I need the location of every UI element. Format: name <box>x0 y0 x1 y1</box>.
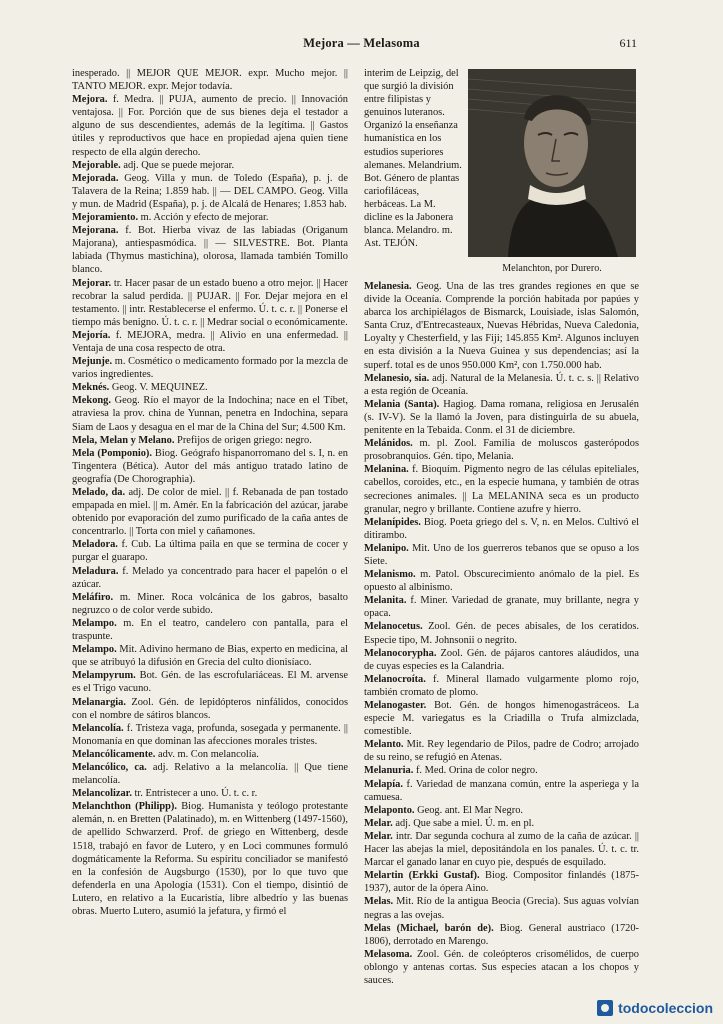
entry-text: f. Medra. || <box>107 94 169 106</box>
entry-headword: Melar. <box>364 817 393 829</box>
entry-text: Bot. Gén. de las escrofulariáceas. El M. arvense es el Trigo vacuno. <box>72 670 348 695</box>
entry-text: Mit. Rey legendario de Pilos, padre de Codro; arrojado de su reino, se refugió en Atenas. <box>364 739 639 764</box>
entry-headword: Mekong. <box>72 395 111 407</box>
dictionary-entry <box>364 895 639 921</box>
entry-text: Porción que de sus bienes deja el testador a alguno de sus descendientes, además de la legítima. || Gastos útiles y reproductivos que hace en propiedad ajena quien tiene respecto de ella algún derecho. <box>72 107 348 158</box>
entry-text: Prefijos de origen griego: negro. <box>174 434 312 446</box>
dictionary-entry <box>364 516 639 542</box>
dictionary-entry <box>364 594 639 620</box>
dictionary-entry <box>72 800 348 918</box>
entry-text: f. Bioquím. Pigmento negro de las células epiteliales, cabellos, coroides, etc., en la especie humana, y también de otras secreciones animales. || La MELANINA seca es un producto granular, negro y brillante. Contiene azufre y hierro. <box>364 464 639 515</box>
entry-text: intr. Dar segunda cochura al zumo de la caña de azúcar. || Hacer las abejas la miel, depositándola en los panales. Ú. t. c. tr. Marcar el ganado lanar en cuyo pie, después de esquilado. <box>364 830 639 869</box>
dictionary-entry <box>72 722 348 748</box>
dictionary-entry <box>364 817 639 830</box>
entry-headword: Meladura. <box>72 565 119 577</box>
entry-text: Zool. Gén. de pájaros cantores aláudidos, una de cuyas especies es la Calandria. <box>364 647 639 672</box>
entry-text: Geog. V. MEQUINEZ. <box>109 382 208 394</box>
entry-text: f. Miner. Variedad de granate, muy brillante, negra y opaca. <box>364 595 639 620</box>
entry-headword: Meknés. <box>72 382 110 394</box>
middle-column <box>364 67 462 250</box>
entry-headword: Melancolía. <box>72 722 124 734</box>
entry-text: adj. Relativo a la melancolía. || Que tiene melancolía. <box>72 761 348 787</box>
entry-text: . expr. Mejor todavía. <box>142 81 233 93</box>
entry-headword: Melanargia. <box>72 696 126 708</box>
dictionary-entry <box>364 463 639 515</box>
right-column <box>364 280 639 987</box>
dictionary-entry <box>364 398 639 437</box>
entry-text: . expr. Mucho mejor. || <box>239 68 348 79</box>
entry-text: f. Tristeza vaga, profunda, sosegada y permanente. || Monomanía en que dominan las afecciones morales tristes. <box>72 722 348 747</box>
entry-text: Biog. Compositor finlandés (1875-1937), autor de la ópera Aino. <box>364 870 639 895</box>
entry-text: m. pl. Zool. Familia de moluscos gasterópodos prosobranquios. Gén. tipo, Melania. <box>364 438 639 463</box>
entry-text: Biog. Poeta griego del s. V, n. en Melos. Cultivó el ditirambo. <box>364 516 639 541</box>
entry-headword: Melancólicamente. <box>72 748 156 760</box>
entry-headword: Mejoramiento. <box>72 212 139 224</box>
entry-text: inesperado. || <box>72 68 137 79</box>
entry-text: adj. De color de miel. || f. Rebanada de pan tostado empapada en miel. || m. Amér. En la fabricación del azúcar, jarabe obtenido por evaporación del zumo purificado de la caña antes de concentrarlo. || Torta con miel y cañamones. <box>72 487 348 538</box>
watermark <box>597 1000 713 1016</box>
entry-text: Zool. Gén. de lepidópteros ninfálidos, conocidos con el nombre de sátiros blancos. <box>72 696 348 721</box>
dictionary-entry <box>72 93 348 158</box>
entry-text: m. En el teatro, candelero con pantalla, para el traspunte. <box>72 617 348 643</box>
dictionary-entry <box>364 568 639 594</box>
entry-headword: Mejorable. <box>72 159 121 171</box>
entry-headword: Melas. <box>364 896 394 908</box>
dictionary-entry <box>72 172 348 211</box>
dictionary-entry <box>364 948 639 987</box>
dictionary-entry <box>364 372 639 398</box>
entry-headword: Melanocroíta. <box>364 673 426 685</box>
portrait-image <box>468 69 636 257</box>
dictionary-entry <box>72 669 348 695</box>
dictionary-entry <box>72 565 348 591</box>
entry-text: MEJOR QUE MEJOR <box>136 68 240 79</box>
dictionary-entry <box>72 538 348 564</box>
entry-text: adj. Que se puede mejorar. <box>120 159 235 171</box>
running-title: Mejora — Melasoma <box>303 36 420 50</box>
entry-headword: Melanípides. <box>364 516 421 528</box>
dictionary-entry <box>72 434 348 447</box>
dictionary-entry <box>72 591 348 617</box>
entry-headword: Melasoma. <box>364 948 413 960</box>
entry-headword: Melanchthon (Philipp). <box>72 801 177 813</box>
entry-text: m. Patol. Obscurecimiento anómalo de la piel. Es opuesto al albinismo. <box>364 569 639 594</box>
entry-headword: Melapía. <box>364 778 403 790</box>
entry-text: m. Acción y efecto de mejorar. <box>138 212 269 224</box>
entry-headword: Melanocetus. <box>364 621 423 633</box>
entry-headword: Melanita. <box>364 595 407 607</box>
watermark-logo-icon <box>597 1000 613 1016</box>
dictionary-entry <box>72 696 348 722</box>
entry-headword: Mejorada. <box>72 172 119 184</box>
entry-text: m. Miner. Roca volcánica de los gabros, basalto negruzco o de color verde subido. <box>72 591 348 616</box>
entry-headword: Melanogaster. <box>364 700 427 711</box>
entry-headword: Melánidos. <box>364 438 413 450</box>
entry-text: Geog. Una de las tres grandes regiones en que se divide la Oceanía. Comprende la porción habitada por papúes y abarca los archipiélagos de Bismarck, Louisiade, islas Salomón, Santa Cruz, d'Entrecasteaux, Nuevas Hébridas, Nueva Caledonia, Loyalty y Chesterfield, y las Fiji; 145.855 Km². Algunos incluyen en esta división a la Nueva Guinea y sus dependencias; así la superf. total es de unos 950.000 Km², con 1.750.000 hab. <box>364 281 639 371</box>
dictionary-entry <box>364 542 639 568</box>
entry-text: Geog. Río el mayor de la Indochina; nace en el Tíbet, atraviesa la prov. china de Yunnan, penetra en Indochina, separa Siam de Laos y desagua en el mar de la China del Sur; 4.500 Km. <box>72 395 348 433</box>
entry-text: Bot. Gén. de hongos himenogastráceos. La especie M. variegatus es la Criadilla o Trufa almizclada, comestible. <box>364 700 639 738</box>
entry-text: f. Med. Orina de color negro. <box>413 765 538 777</box>
entry-headword: Mela (Pomponio). <box>72 447 152 459</box>
left-column <box>72 67 348 918</box>
dictionary-entry <box>364 738 639 764</box>
entry-headword: Mejunje. <box>72 356 113 368</box>
entry-text: PUJA <box>168 94 194 106</box>
dictionary-entry <box>364 699 639 738</box>
entry-headword: Melas (Michael, barón de). <box>364 922 494 934</box>
entry-text: Biog. Humanista y teólogo protestante alemán, n. en Bretten (Palatinado), m. en Wittenberg (1497-1560), de apellido Schwarzerd. Prof. de griego en Wittenberg, desde 1518, trabajó en favor de Lutero, y en Loci communes formuló dogmáticamente la Reforma. Su espíritu conciliador se manifestó en la confesión de Augsburgo (1530), por lo que tuvo que defenderla en una Apología (1531). Con el tiempo, disintió de Lutero, en relativo a la Eucaristía, libre albedrío y las buenas obras. Muerto Lutero, asumió la jefatura, y firmó el <box>72 801 349 917</box>
entry-headword: Melado, da. <box>72 487 126 498</box>
dictionary-entry <box>364 437 639 463</box>
entry-text: Geog. ant. El Mar Negro. <box>414 804 524 816</box>
entry-text: Biog. Geógrafo hispanorromano del s. I, n. en Tingentera (Bética). Autor del más antiguo tratado latino de geografía (De Chorographia). <box>72 447 348 485</box>
entry-text: f. Melado ya concentrado para hacer el papelón o el azúcar. <box>72 565 348 590</box>
entry-text: f. Cub. La última paila en que se termina de cocer y purgar el guarapo. <box>72 539 348 564</box>
dictionary-entry <box>364 764 639 777</box>
entry-text: TANTO MEJOR <box>72 81 143 93</box>
dictionary-entry <box>364 869 639 895</box>
entry-text: Geog. Villa y mun. de Toledo (España), p. j. de Talavera de la Reina; 1.859 hab. || — DEL CAMPO. Geog. Villa y mun. de Madrid (España), p. j. de Alcalá de Henares; 1.853 hab. <box>72 172 348 210</box>
dictionary-entry <box>72 159 348 172</box>
entry-headword: Mejora. <box>72 94 108 106</box>
entry-text: tr. Hacer pasar de un estado bueno a otro mejor. || Hacer recobrar la salud perdida. || PUJAR. || For. Dejar mejora en el testamento. || intr. Restablecerse el enfermo. Ú. t. c. r. || Ponerse el tiempo más benigno. Ú. t. c. r. || Medrar social o económicamente. <box>72 277 348 328</box>
entry-text: adj. Que sabe a miel. Ú. m. en pl. <box>392 817 535 829</box>
dictionary-entry <box>72 381 348 394</box>
entry-headword: Melar. <box>364 830 393 842</box>
dictionary-entry <box>72 447 348 486</box>
entry-headword: Melartin (Erkki Gustaf). <box>364 870 480 882</box>
dictionary-entry <box>72 355 348 381</box>
entry-headword: Melanismo. <box>364 569 416 581</box>
dictionary-entry <box>72 787 348 800</box>
dictionary-entry <box>72 643 348 669</box>
entry-headword: Melanto. <box>364 739 404 751</box>
entry-text: Mit. Adivino hermano de Bias, experto en medicina, al que se atribuyó la difusión en Grecia del culto dionisíaco. <box>72 644 348 669</box>
dictionary-entry <box>364 922 639 948</box>
dictionary-entry <box>72 329 348 355</box>
entry-headword: Melanina. <box>364 464 409 476</box>
entry-headword: Melancólico, ca. <box>72 761 147 773</box>
watermark-text: todocoleccion <box>618 1000 713 1016</box>
dictionary-entry <box>364 620 639 646</box>
entry-headword: Melanipo. <box>364 542 409 554</box>
entry-headword: Mejorana. <box>72 225 119 237</box>
entry-text: tr. Entristecer a uno. Ú. t. c. r. <box>131 788 258 800</box>
dictionary-entry <box>364 647 639 673</box>
entry-text: Mit. Uno de los guerreros tebanos que se opuso a los Siete. <box>364 542 639 567</box>
entry-text: , aumento de precio. || Innovación ventajosa. || <box>72 94 348 119</box>
entry-headword: Melanesia. <box>364 281 412 292</box>
entry-headword: Melampo. <box>72 617 117 629</box>
dictionary-entry <box>364 280 639 372</box>
entry-text: Hagiog. Dama romana, religiosa en Jerusalén (s. IV-V). Se la llamó la Joven, para distinguirla de su abuela, penitente en la Tebaida. Conm. el 31 de diciembre. <box>364 398 639 437</box>
entry-text: m. Cosmético o medicamento formado por la mezcla de varios ingredientes. <box>72 356 348 381</box>
entry-headword: Melancolizar. <box>72 788 132 800</box>
dictionary-entry <box>72 211 348 224</box>
entry-text: Biog. General austriaco (1720-1806), derrotado en Marengo. <box>364 922 639 947</box>
entry-text: f. Variedad de manzana común, entre la asperiega y la camuesa. <box>364 778 639 803</box>
portrait-engraving <box>468 69 636 257</box>
dictionary-entry <box>364 778 639 804</box>
dictionary-entry <box>72 486 348 538</box>
entry-text: f. MEJORA, medra. || Alivio en una enfermedad. || Ventaja de una cosa respecto de otra. <box>72 329 348 354</box>
entry-text: For. <box>127 107 145 119</box>
page-number: 611 <box>619 36 637 50</box>
entry-headword: Mejoría. <box>72 329 111 341</box>
dictionary-entry <box>72 617 348 643</box>
entry-text: Zool. Gén. de peces abisales, de los ceratidos. Especie tipo, M. Johnsonii o negrito. <box>364 621 639 646</box>
dictionary-entry <box>72 394 348 433</box>
entry-headword: Melanocorypha. <box>364 647 437 659</box>
entry-text: f. Bot. Hierba vivaz de las labiadas (Origanum Majorana), antiespasmódica. || — SILVESTRE. Bot. Planta labiada (Thymus mastichina), olorosa, llamada también Tomillo blanco. <box>72 225 348 276</box>
dictionary-entry <box>364 673 639 699</box>
middle-column-text: interim de Leipzig, del que surgió la división entre filipistas y genuinos luteranos. Organizó la enseñanza humanística en los estudios superiores alemanes. Melandrium. Bot. Género de plantas cariofiláceas, herbáceas. La M. dicline es la Jabonera blanca. Melandro. m. Ast. TEJÓN. <box>364 68 462 250</box>
entry-text: f. Mineral llamado vulgarmente plomo rojo, también cromato de plomo. <box>364 673 639 698</box>
dictionary-entry <box>72 224 348 276</box>
dictionary-entry <box>72 277 348 329</box>
entry-text: adj. Natural de la Melanesia. Ú. t. c. s. || Relativo a esta región de Oceanía. <box>364 372 640 397</box>
entry-headword: Melanesio, sia. <box>364 372 430 384</box>
entry-headword: Mela, Melan y Melano. <box>72 434 175 446</box>
entry-headword: Melampo. <box>72 644 117 656</box>
entry-headword: Melaponto. <box>364 804 415 816</box>
dictionary-entry <box>72 761 348 787</box>
entry-headword: Melampyrum. <box>72 670 136 682</box>
entry-text: Zool. Gén. de coleópteros crisomélidos, de cuerpo oblongo y antenas cortas. Sus especies atacan a los chopos y sauces. <box>364 948 639 986</box>
entry-text: adv. m. Con melancolía. <box>155 748 259 760</box>
entry-headword: Mejorar. <box>72 277 112 289</box>
dictionary-entry <box>364 804 639 817</box>
dictionary-entry <box>72 748 348 761</box>
dictionary-entry <box>364 830 639 869</box>
dictionary-entry <box>72 67 348 93</box>
entry-headword: Meláfiro. <box>72 591 114 603</box>
page-header <box>0 36 723 54</box>
entry-headword: Melanuria. <box>364 765 414 777</box>
entry-text: Mit. Río de la antigua Beocia (Grecia). Sus aguas volvían negras a las ovejas. <box>364 896 639 921</box>
portrait-caption: Melanchton, por Durero. <box>502 263 602 274</box>
entry-headword: Meladora. <box>72 539 118 551</box>
entry-headword: Melania (Santa). <box>364 398 440 410</box>
